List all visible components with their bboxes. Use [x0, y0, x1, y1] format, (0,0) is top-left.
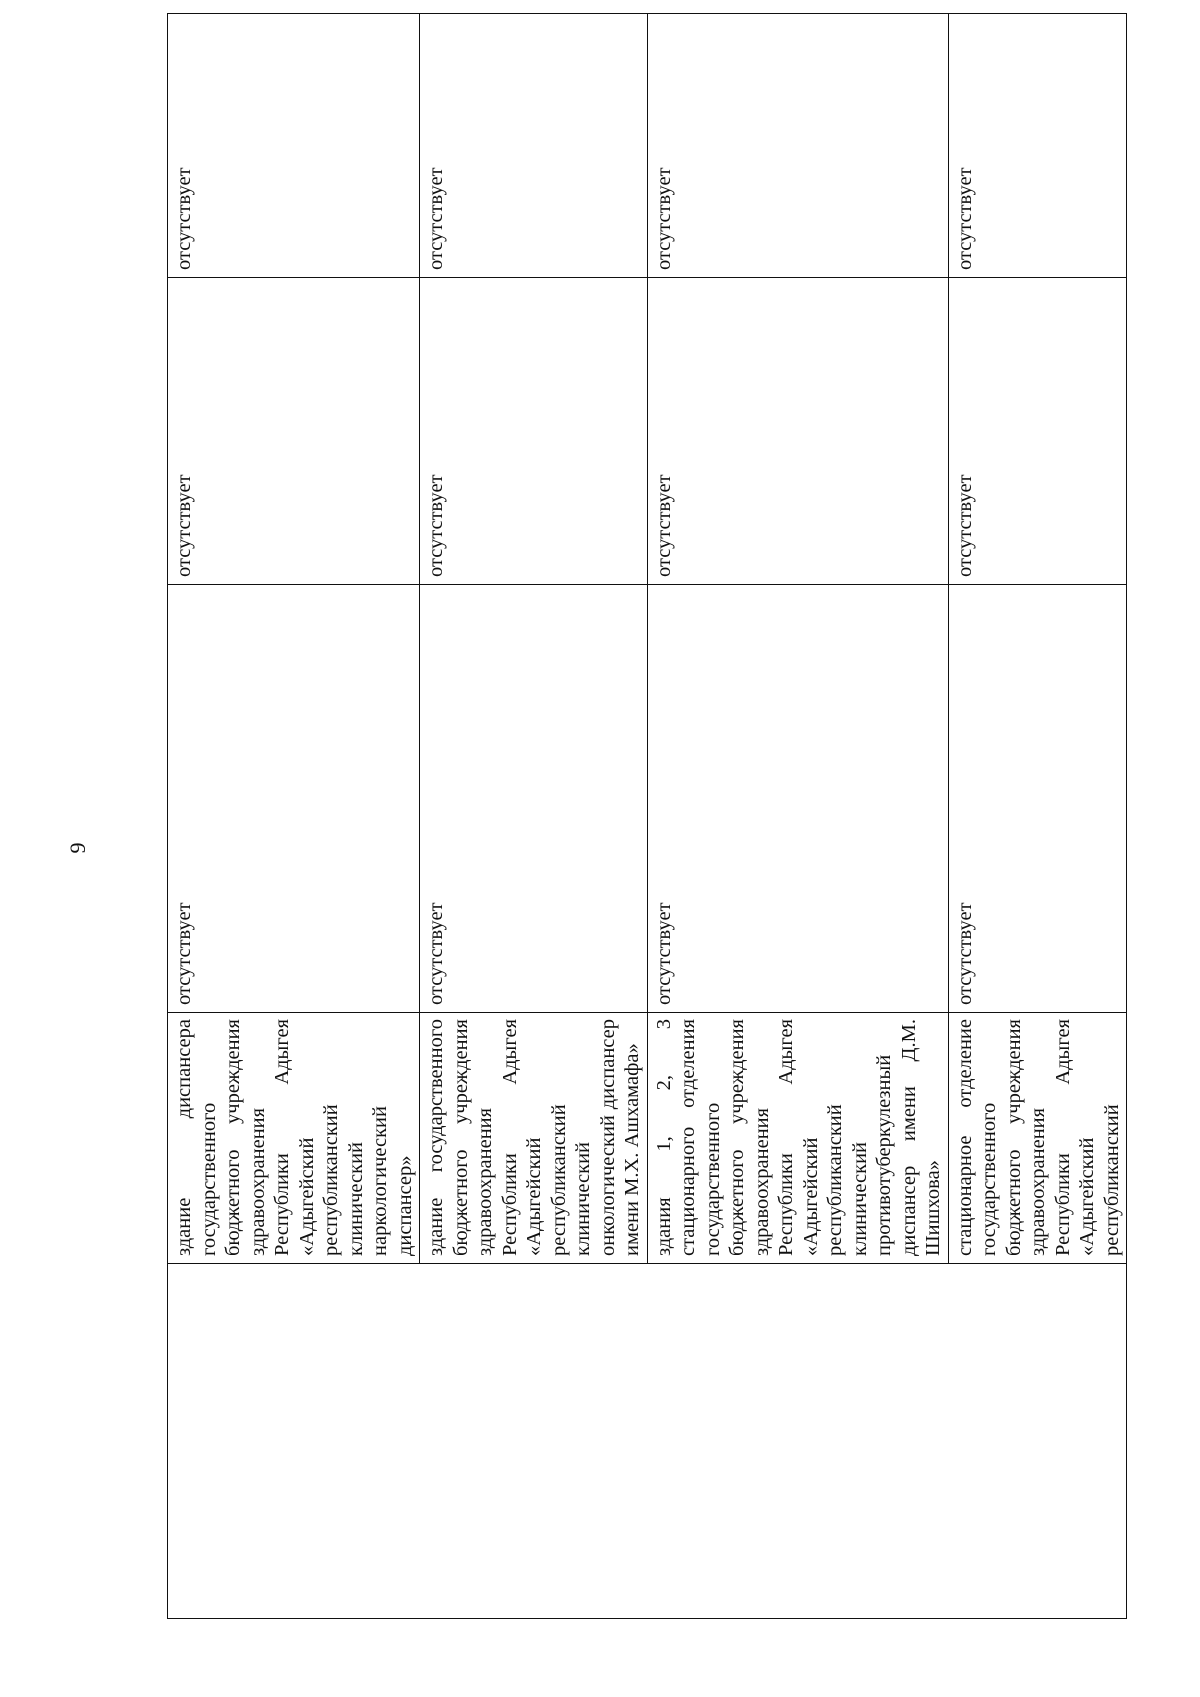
facility-name-cell: здание государственного бюджетного учреждения здравоохранения Республики Адыгея «Адыгейский республиканский клинический онкологический диспансер имени М.Х. Ашхамафа»: [420, 1013, 648, 1264]
value-cell: отсутствует: [948, 278, 1127, 585]
merged-empty-cell: [168, 1264, 1127, 1619]
table-viewport: [167, 84, 1123, 1619]
value-cell: отсутствует: [647, 585, 948, 1013]
value-cell: отсутствует: [420, 14, 648, 278]
facilities-table: [167, 13, 1127, 1619]
value-cell: отсутствует: [420, 585, 648, 1013]
page-number: 9: [65, 842, 90, 854]
value-cell: отсутствует: [420, 278, 648, 585]
value-cell: отсутствует: [948, 14, 1127, 278]
value-cell: отсутствует: [647, 14, 948, 278]
value-cell: отсутствует: [168, 14, 420, 278]
facility-name-cell: стационарное отделение государственного бюджетного учреждения здравоохранения Республики Адыгея «Адыгейский республиканский: [948, 1013, 1127, 1264]
value-cell: отсутствует: [647, 278, 948, 585]
table-row: [168, 14, 420, 1619]
value-cell: отсутствует: [168, 278, 420, 585]
facility-name-cell: здание диспансера государственного бюджетного учреждения здравоохранения Республики Адыгея «Адыгейский республиканский клинический наркологический диспансер»: [168, 1013, 420, 1264]
rotated-table-wrapper: [167, 84, 1123, 1619]
facility-name-cell: здания 1, 2, 3 стационарного отделения государственного бюджетного учреждения здравоохранения Республики Адыгея «Адыгейский республиканский клинический противотуберкулезный диспансер имени Д.М. Шишхова»: [647, 1013, 948, 1264]
value-cell: отсутствует: [948, 585, 1127, 1013]
value-cell: отсутствует: [168, 585, 420, 1013]
